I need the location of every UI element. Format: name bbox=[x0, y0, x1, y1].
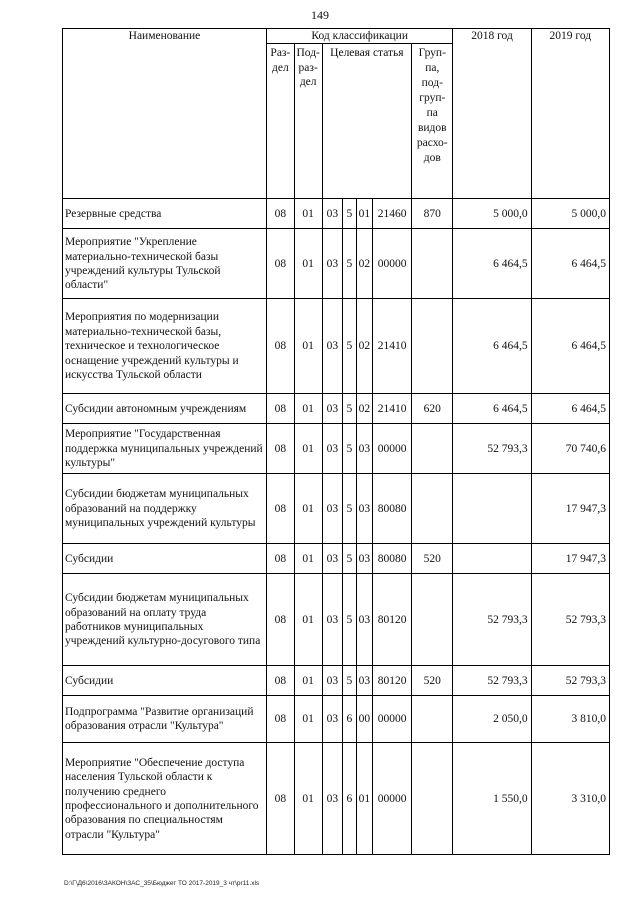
file-path-footer: D:\Г\Д6\2016\ЗАКОН\ЗАС_35\Бюджет ТО 2017-2019_3 чт\pr11.xls bbox=[64, 880, 260, 887]
row-expense-group bbox=[412, 696, 453, 743]
table-body bbox=[63, 199, 610, 855]
row-name: Мероприятие "Обеспечение доступа населения Тульской области к получению среднего профессионального и дополнительного образования по специальностям отрасли "Культура" bbox=[63, 743, 267, 855]
row-name: Субсидии бюджетам муниципальных образований на поддержку муниципальных учреждений культуры bbox=[63, 474, 267, 544]
row-measure-code: 03 bbox=[356, 474, 372, 544]
row-amount-2018: 52 793,3 bbox=[453, 574, 531, 666]
row-section: 08 bbox=[266, 544, 294, 574]
table-row bbox=[63, 696, 610, 743]
table-row bbox=[63, 199, 610, 229]
row-program-code: 03 bbox=[322, 424, 343, 474]
row-name: Мероприятия по модернизации материально-технической базы, техническое и технологическое оснащение учреждений культуры и искусства Тульской области bbox=[63, 299, 267, 394]
row-direction-code: 21410 bbox=[373, 394, 412, 424]
row-program-code: 03 bbox=[322, 696, 343, 743]
row-amount-2019: 17 947,3 bbox=[531, 544, 609, 574]
row-expense-group: 520 bbox=[412, 666, 453, 696]
budget-table bbox=[62, 28, 610, 855]
header-name: Наименование bbox=[63, 29, 267, 199]
row-subsection: 01 bbox=[294, 743, 322, 855]
header-classification-code: Код классификации bbox=[266, 29, 452, 44]
row-section: 08 bbox=[266, 424, 294, 474]
page-number: 149 bbox=[311, 8, 329, 22]
row-name: Подпрограмма "Развитие организаций образования отрасли "Культура" bbox=[63, 696, 267, 743]
row-direction-code: 80120 bbox=[373, 666, 412, 696]
row-amount-2019: 6 464,5 bbox=[531, 229, 609, 299]
row-expense-group bbox=[412, 574, 453, 666]
row-direction-code: 80080 bbox=[373, 544, 412, 574]
row-expense-group bbox=[412, 229, 453, 299]
table-header bbox=[63, 29, 610, 199]
row-subsection: 01 bbox=[294, 574, 322, 666]
row-direction-code: 00000 bbox=[373, 696, 412, 743]
row-subsection: 01 bbox=[294, 424, 322, 474]
header-expense-group: Груп- па, под- груп- па видов расхо- дов bbox=[412, 44, 453, 199]
table-row bbox=[63, 666, 610, 696]
row-program-code: 03 bbox=[322, 229, 343, 299]
row-program-code: 03 bbox=[322, 574, 343, 666]
row-amount-2018 bbox=[453, 544, 531, 574]
row-amount-2018 bbox=[453, 474, 531, 544]
row-direction-code: 00000 bbox=[373, 424, 412, 474]
row-name: Субсидии автономным учреждениям bbox=[63, 394, 267, 424]
row-amount-2019: 3 310,0 bbox=[531, 743, 609, 855]
row-program-code: 03 bbox=[322, 394, 343, 424]
row-amount-2018: 2 050,0 bbox=[453, 696, 531, 743]
row-measure-code: 00 bbox=[356, 696, 372, 743]
row-program-code: 03 bbox=[322, 199, 343, 229]
row-program-code: 03 bbox=[322, 666, 343, 696]
row-measure-code: 03 bbox=[356, 574, 372, 666]
row-subprogram-code: 5 bbox=[343, 666, 356, 696]
row-section: 08 bbox=[266, 474, 294, 544]
row-subprogram-code: 6 bbox=[343, 743, 356, 855]
table-row bbox=[63, 743, 610, 855]
row-name: Субсидии bbox=[63, 666, 267, 696]
table-row bbox=[63, 229, 610, 299]
row-section: 08 bbox=[266, 394, 294, 424]
row-amount-2018: 52 793,3 bbox=[453, 424, 531, 474]
row-measure-code: 03 bbox=[356, 666, 372, 696]
row-amount-2019: 70 740,6 bbox=[531, 424, 609, 474]
row-direction-code: 00000 bbox=[373, 229, 412, 299]
row-section: 08 bbox=[266, 199, 294, 229]
row-amount-2019: 6 464,5 bbox=[531, 394, 609, 424]
row-amount-2018: 6 464,5 bbox=[453, 299, 531, 394]
row-amount-2018: 5 000,0 bbox=[453, 199, 531, 229]
row-measure-code: 02 bbox=[356, 394, 372, 424]
row-name: Субсидии bbox=[63, 544, 267, 574]
row-measure-code: 01 bbox=[356, 743, 372, 855]
row-section: 08 bbox=[266, 229, 294, 299]
row-subsection: 01 bbox=[294, 666, 322, 696]
row-amount-2018: 6 464,5 bbox=[453, 394, 531, 424]
row-direction-code: 21460 bbox=[373, 199, 412, 229]
header-target-article: Целевая статья bbox=[322, 44, 412, 199]
row-section: 08 bbox=[266, 574, 294, 666]
header-year-2018: 2018 год bbox=[453, 29, 531, 199]
row-subsection: 01 bbox=[294, 299, 322, 394]
row-measure-code: 03 bbox=[356, 424, 372, 474]
row-section: 08 bbox=[266, 666, 294, 696]
row-subsection: 01 bbox=[294, 394, 322, 424]
row-direction-code: 00000 bbox=[373, 743, 412, 855]
row-subprogram-code: 5 bbox=[343, 474, 356, 544]
row-amount-2019: 52 793,3 bbox=[531, 666, 609, 696]
header-section: Раз- дел bbox=[266, 44, 294, 199]
row-program-code: 03 bbox=[322, 474, 343, 544]
table-row bbox=[63, 574, 610, 666]
row-measure-code: 02 bbox=[356, 299, 372, 394]
row-expense-group bbox=[412, 424, 453, 474]
row-name: Мероприятие "Государственная поддержка муниципальных учреждений культуры" bbox=[63, 424, 267, 474]
row-amount-2018: 6 464,5 bbox=[453, 229, 531, 299]
row-amount-2019: 6 464,5 bbox=[531, 299, 609, 394]
row-subprogram-code: 5 bbox=[343, 574, 356, 666]
row-name: Резервные средства bbox=[63, 199, 267, 229]
row-program-code: 03 bbox=[322, 299, 343, 394]
row-amount-2019: 52 793,3 bbox=[531, 574, 609, 666]
row-measure-code: 02 bbox=[356, 229, 372, 299]
row-subprogram-code: 5 bbox=[343, 199, 356, 229]
row-expense-group: 520 bbox=[412, 544, 453, 574]
row-expense-group: 620 bbox=[412, 394, 453, 424]
table-row bbox=[63, 474, 610, 544]
row-subsection: 01 bbox=[294, 474, 322, 544]
row-amount-2018: 1 550,0 bbox=[453, 743, 531, 855]
row-direction-code: 80080 bbox=[373, 474, 412, 544]
row-subsection: 01 bbox=[294, 544, 322, 574]
row-expense-group bbox=[412, 474, 453, 544]
row-amount-2018: 52 793,3 bbox=[453, 666, 531, 696]
row-program-code: 03 bbox=[322, 544, 343, 574]
row-subprogram-code: 5 bbox=[343, 394, 356, 424]
row-program-code: 03 bbox=[322, 743, 343, 855]
row-subprogram-code: 5 bbox=[343, 299, 356, 394]
row-section: 08 bbox=[266, 696, 294, 743]
row-measure-code: 01 bbox=[356, 199, 372, 229]
row-section: 08 bbox=[266, 299, 294, 394]
row-section: 08 bbox=[266, 743, 294, 855]
row-measure-code: 03 bbox=[356, 544, 372, 574]
row-expense-group bbox=[412, 743, 453, 855]
table-row bbox=[63, 299, 610, 394]
row-subprogram-code: 5 bbox=[343, 424, 356, 474]
row-direction-code: 80120 bbox=[373, 574, 412, 666]
table-row bbox=[63, 544, 610, 574]
row-amount-2019: 5 000,0 bbox=[531, 199, 609, 229]
table-row bbox=[63, 424, 610, 474]
row-subprogram-code: 6 bbox=[343, 696, 356, 743]
header-year-2019: 2019 год bbox=[531, 29, 609, 199]
row-expense-group: 870 bbox=[412, 199, 453, 229]
row-subsection: 01 bbox=[294, 199, 322, 229]
row-direction-code: 21410 bbox=[373, 299, 412, 394]
row-amount-2019: 17 947,3 bbox=[531, 474, 609, 544]
row-subsection: 01 bbox=[294, 696, 322, 743]
row-name: Субсидии бюджетам муниципальных образований на оплату труда работников муниципальных учреждений культурно-досугового типа bbox=[63, 574, 267, 666]
row-subsection: 01 bbox=[294, 229, 322, 299]
row-subprogram-code: 5 bbox=[343, 544, 356, 574]
row-amount-2019: 3 810,0 bbox=[531, 696, 609, 743]
row-subprogram-code: 5 bbox=[343, 229, 356, 299]
header-subsection: Под- раз- дел bbox=[294, 44, 322, 199]
row-expense-group bbox=[412, 299, 453, 394]
table-row bbox=[63, 394, 610, 424]
row-name: Мероприятие "Укрепление материально-технической базы учреждений культуры Тульской области" bbox=[63, 229, 267, 299]
